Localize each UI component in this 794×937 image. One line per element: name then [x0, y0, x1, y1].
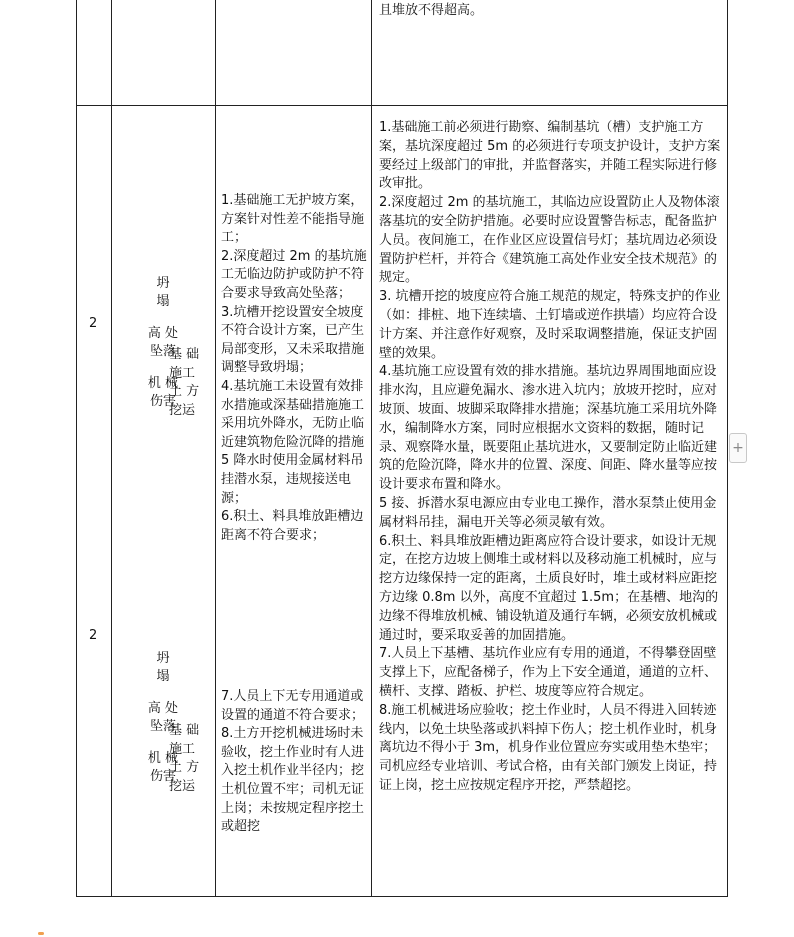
risk-line: 机 械 — [147, 376, 179, 391]
work-line: 基 础 — [169, 347, 200, 362]
row-number-a: 2 — [89, 316, 98, 331]
page-marker — [38, 932, 44, 935]
risk-line: 坠落 — [149, 719, 176, 734]
risk-line: 机 械 — [147, 751, 179, 766]
hazards-b: 7.人员上下无专用通道或设置的通道不符合要求； 8.土方开挖机械进场时未验收，挖土作业时有人进入挖土机作业半径内；挖土机位置不牢；司机无证上岗；未按规定程序挖土或超挖 — [221, 689, 365, 835]
expand-plus-icon[interactable]: + — [729, 433, 747, 463]
work-line: 土 方 — [169, 384, 200, 400]
col-divider-1b — [111, 0, 112, 896]
risk-line: 伤害 — [149, 394, 176, 409]
risk-line: 塌 — [156, 669, 170, 684]
work-line: 挖运 — [169, 778, 196, 794]
work-line: 施工 — [169, 365, 196, 381]
col-divider-2-top — [215, 0, 216, 105]
col-divider-2 — [215, 105, 216, 896]
risk-line: 塌 — [156, 294, 170, 309]
top-row-measures: 且堆放不得超高。 — [379, 3, 484, 18]
work-line: 挖运 — [169, 402, 196, 418]
risk-line: 坍 — [156, 651, 170, 666]
work-line: 施工 — [169, 741, 196, 757]
work-type-b — [169, 722, 215, 796]
work-type-a — [169, 346, 215, 420]
risk-line: 坍 — [156, 276, 170, 291]
risk-line: 坠落 — [149, 344, 176, 359]
col-divider-3 — [371, 0, 372, 896]
risk-line: 高 处 — [147, 326, 179, 341]
safety-table — [76, 0, 728, 897]
work-line: 基 础 — [169, 723, 200, 738]
row-number-b: 2 — [89, 628, 98, 643]
row-divider — [77, 105, 727, 106]
work-line: 土 方 — [169, 760, 200, 776]
control-measures: 1.基础施工前必须进行勘察、编制基坑（槽）支护施工方案，基坑深度超过 5m 的必须进行专项支护设计，支护方案要经过上级部门的审批，并监督落实，并随工程实际进行修改审批。 2.深度超过 2m 的基坑施工，其临边应设置防止人及物体滚落基坑的安全防护措施。必要时应设置警告标志，配备监护人员。夜间施工，在作业区应设置信号灯；基坑周边必须设置防护栏杆，并符合《建筑施工高处作业安全技术规范》的规定。 3. 坑槽开挖的坡度应符合施工规范的规定，特殊支护的作业（如：排桩、地下连续墙、土钉墙或逆作拱墙）均应符合设计方案、并注意作好观察，及时采取调整措施，保证支护固壁的效果。 4.基坑施工应设置有效的排水措施。基坑边界周围地面应设排水沟，且应避免漏水、渗水进入坑内；放坡开挖时，应对坡顶、坡面、坡脚采取降排水措施；深基坑施工采用坑外降水，编制降水方案，同时应根据水文资料的数据，随时记录、观察降水量，既要阻止基坑进水，又要制定防止临近建筑的危险沉降，降水井的位置、深度、间距、降水量等应按设计要求布置和降水。 5 接、拆潜水泵电源应由专业电工操作，潜水泵禁止使用金属材料吊挂，漏电开关等必须灵敏有效。 6.积土、料具堆放距槽边距离应符合设计要求，如设计无规定，在挖方边坡上侧堆土或材料以及移动施工机械时，应与挖方边缘保持一定的距离，土质良好时，堆土或材料应距挖方边缘 0.8m 以外，高度不宜超过 1.5m；在基槽、地沟的边缘不得堆放机械、铺设轨道及通行车辆，必须安放机械或通过时，要采取妥善的加固措施。 7.人员上下基槽、基坑作业应有专用的通道，不得攀登固壁支撑上下，应配备梯子，作为上下安全通道，通道的立杆、横杆、支撑、踏板、护栏、坡度等应符合规定。 8.施工机械进场应验收；挖土作业时，人员不得进入回转迹线内，以免土块坠落或扒料掉下伤人；挖土机作业时，机身离坑边不得小于 3m，机身作业位置应夯实或用垫木垫牢；司机应经专业培训、考试合格，由有关部门颁发上岗证，持证上岗，挖土应按规定程序开挖，严禁超挖。 — [379, 120, 721, 793]
risk-line: 高 处 — [147, 701, 179, 716]
hazards-a: 1.基础施工无护坡方案，方案针对性差不能指导施工； 2.深度超过 2m 的基坑施工无临边防护或防护不符合要求导致高处坠落； 3.坑槽开挖设置安全坡度不符合设计方案，已产生局部变形，又未采取措施调整导致坍塌； 4.基坑施工未设置有效排水措施或深基础措施施工采用坑外降水，无防止临近建筑物危险沉降的措施 5 降水时使用金属材料吊挂潜水泵，违规接送电源； 6.积土、料具堆放距槽边距离不符合要求； — [221, 193, 367, 543]
risk-line: 伤害 — [149, 769, 176, 784]
